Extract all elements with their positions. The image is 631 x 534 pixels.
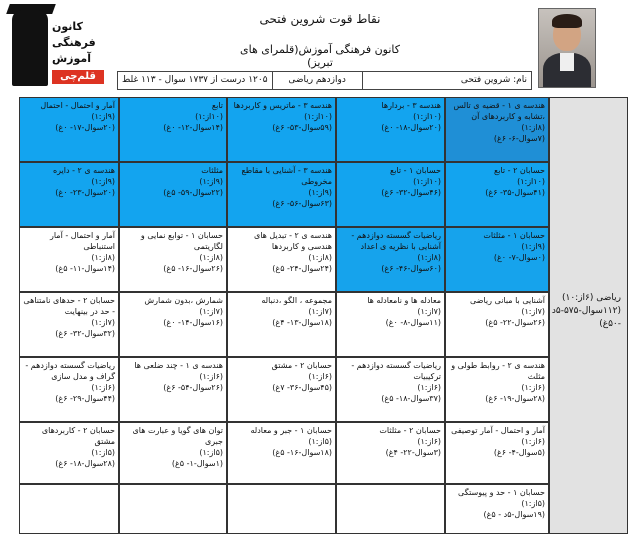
topic-score: (۱۴سوال-۱۱- ۵غ) xyxy=(55,264,115,273)
topic-cell xyxy=(445,292,549,357)
topic-rank: (۹از:۱) xyxy=(91,177,115,186)
topic-name: مجموعه ، الگو ،دنباله xyxy=(261,296,332,305)
topic-name: تابع xyxy=(211,101,223,110)
topic-name: حسابان ۱ - جبر و معادله xyxy=(250,426,332,435)
topic-rank: (۱۰از:۱) xyxy=(413,177,441,186)
topic-score: (۳۲سوال-۳۲- ۶غ) xyxy=(55,329,115,338)
topic-rank: (۵از:۱) xyxy=(521,499,545,508)
topic-score: (۲۴سوال-۲۴- ۵غ) xyxy=(272,264,332,273)
topic-rank: (۶از:۱) xyxy=(91,383,115,392)
logo-line-2: فرهنگی xyxy=(52,36,96,49)
topic-cell xyxy=(19,357,119,422)
topic-rank: (۸از:۱) xyxy=(521,123,545,132)
topic-cell xyxy=(445,227,549,292)
topic-cell xyxy=(227,422,336,484)
topic-rank: (۱۰از:۱) xyxy=(517,177,545,186)
topic-score: (۴۴سوال-۲۹- ۶غ) xyxy=(55,394,115,403)
topic-cell xyxy=(336,422,445,484)
topic-name: هندسه ی ۲ - تبدیل های هندسی و کاربردها xyxy=(253,231,332,251)
topic-name: حسابان ۲ - کاربردهای مشتق xyxy=(41,426,115,446)
topic-name: مثلثات xyxy=(201,166,223,175)
topic-name: هندسه ۳ - آشنایی با مقاطع مخروطی xyxy=(241,166,332,186)
topic-name: هندسه ۳ - بردارها xyxy=(381,101,441,110)
topic-name: هندسه ی ۲ - دایره xyxy=(52,166,115,175)
topic-score: (۲۶سوال-۵۴- ۶غ) xyxy=(163,383,223,392)
topic-name: آمار و احتمال - آمار توصیفی xyxy=(451,426,545,435)
topic-score: (۲۲سوال-۵۹- ۵غ) xyxy=(163,188,223,197)
topic-score: (۱۶سوال-۱۴- ۰غ) xyxy=(163,318,223,327)
topic-cell xyxy=(227,484,336,534)
topic-score: (۱سوال-۱- ۵غ) xyxy=(171,459,223,468)
topic-score: (۱۹سوال-۵د - ۵غ) xyxy=(483,510,545,519)
topic-cell xyxy=(119,162,227,227)
topic-name: شمارش ،بدون شمارش xyxy=(144,296,223,305)
topic-rank: (۵از:۱) xyxy=(308,437,332,446)
topic-cell xyxy=(227,357,336,422)
topic-cell xyxy=(445,484,549,534)
topic-name: حسابان ۲ - مشتق xyxy=(271,361,332,370)
topic-rank: (۶از:۱) xyxy=(199,372,223,381)
topic-cell xyxy=(227,292,336,357)
topic-score: (۲۶سوال-۱۶- ۵غ) xyxy=(163,264,223,273)
topic-cell xyxy=(19,484,119,534)
topic-cell xyxy=(336,357,445,422)
topic-cell xyxy=(227,227,336,292)
topic-name: آمار و احتمال - آمار استنباطی xyxy=(50,231,115,251)
subject-label: ریاضی (۶از:۱۰) (۱۱۲سوال-۵۷۵-۵د -۵۰غ) xyxy=(551,293,621,329)
topic-score: (۱۴سوال-۱۲- ۰غ) xyxy=(163,123,223,132)
topic-name: حسابان ۱ - تابع xyxy=(389,166,441,175)
student-stats: ۱۲۰۵ درست از ۱۷۳۷ سوال - ۱۱۳ غلط xyxy=(122,75,268,85)
report-title: نقاط قوت شروین فتحی xyxy=(259,12,381,26)
topic-score: (۶۰سوال-۴۶- ۶غ) xyxy=(381,264,441,273)
topic-score: (۴۱سوال-۳۵- ۶غ) xyxy=(485,188,545,197)
topic-cell xyxy=(119,292,227,357)
topic-score: (۲۰سوال-۱۷- ۰غ) xyxy=(55,123,115,132)
topic-cell xyxy=(119,97,227,162)
topic-score: (۲۰سوال-۲۳- ۰غ) xyxy=(55,188,115,197)
topic-rank: (۶از:۱) xyxy=(521,437,545,446)
topic-score: (۲۶سوال-۲۲- ۵غ) xyxy=(485,318,545,327)
topic-score: (۶۳سوال-۵۶- ۶غ) xyxy=(272,199,332,208)
student-name: نام: شروین فتحی xyxy=(362,72,531,89)
topic-score: (۴۵سوال-۳۶- ۷غ) xyxy=(272,383,332,392)
topic-cell xyxy=(119,422,227,484)
topic-rank: (۹از:۱) xyxy=(521,242,545,251)
topic-rank: (۹از:۱) xyxy=(91,112,115,121)
topic-score: (۵۹سوال-۵۳- ۶غ) xyxy=(272,123,332,132)
subject-label-cell xyxy=(549,97,628,534)
institute-name: کانون فرهنگی آموزش(قلمرای های تبریز) xyxy=(239,43,400,69)
report-header xyxy=(0,0,631,96)
topic-cell xyxy=(445,162,549,227)
topic-cell xyxy=(336,292,445,357)
topic-name: حسابان ۲ - مثلثات xyxy=(379,426,441,435)
student-grade: دوازدهم ریاضی xyxy=(272,72,362,89)
topic-name: حسابان ۱ - مثلثات xyxy=(483,231,545,240)
topic-cell xyxy=(336,484,445,534)
topic-cell xyxy=(227,97,336,162)
topic-cell xyxy=(19,292,119,357)
topic-score: (۱۸سوال-۱۶- ۵غ) xyxy=(272,448,332,457)
logo-badge: قلم‌چی xyxy=(52,70,104,84)
topic-name: آشنایی با مبانی ریاضی xyxy=(470,296,545,305)
topic-rank: (۸از:۱) xyxy=(417,253,441,262)
topic-rank: (۶از:۱) xyxy=(417,383,441,392)
topic-cell xyxy=(19,422,119,484)
topic-rank: (۶از:۱) xyxy=(417,437,441,446)
topic-rank: (۶از:۱) xyxy=(521,383,545,392)
topic-name: هندسه ی ۲ - روابط طولی و مثلث xyxy=(451,361,545,381)
topic-name: آمار و احتمال - احتمال xyxy=(40,101,115,110)
topic-rank: (۷از:۱) xyxy=(417,307,441,316)
topic-name: ریاضیات گسسته دوازدهم - ترکیبیات xyxy=(351,361,441,381)
topic-rank: (۱۰از:۱) xyxy=(195,112,223,121)
topic-rank: (۹از:۱) xyxy=(199,177,223,186)
topic-rank: (۶از:۱) xyxy=(308,372,332,381)
topic-score: (۱۱سوال-۸- ۰غ) xyxy=(385,318,441,327)
topic-rank: (۵از:۱) xyxy=(91,448,115,457)
topic-name: ریاضیات گسسته دوازدهم - آشنایی با نظریه ی اعداد xyxy=(351,231,441,251)
strengths-grid xyxy=(19,97,628,534)
topic-name: حسابان ۱ - حد و پیوستگی xyxy=(458,488,545,497)
topic-score: (۷سوال-۶- ۶غ) xyxy=(493,134,545,143)
topic-cell xyxy=(445,97,549,162)
logo-line-3: آموزش xyxy=(52,52,91,65)
topic-rank: (۷از:۱) xyxy=(199,307,223,316)
topic-cell xyxy=(336,227,445,292)
topic-rank: (۷از:۱) xyxy=(521,307,545,316)
topic-cell xyxy=(336,97,445,162)
topic-score: (۲۸سوال-۱۸- ۶غ) xyxy=(55,459,115,468)
topic-name: حسابان ۲ - تابع xyxy=(493,166,545,175)
topic-cell xyxy=(119,357,227,422)
topic-rank: (۸از:۱) xyxy=(308,253,332,262)
topic-name: هندسه ی ۱ - قضیه ی تالس ،تشابه و کاربردهای آن xyxy=(453,101,545,121)
topic-rank: (۷از:۱) xyxy=(308,307,332,316)
topic-cell xyxy=(19,227,119,292)
topic-rank: (۸از:۱) xyxy=(199,253,223,262)
topic-rank: (۵از:۱) xyxy=(199,448,223,457)
topic-rank: (۱۰از:۱) xyxy=(413,112,441,121)
topic-cell xyxy=(445,357,549,422)
topic-cell xyxy=(119,227,227,292)
topic-score: (۱۸سوال-۱۳- ۴غ) xyxy=(272,318,332,327)
topic-name: معادله ها و نامعادله ها xyxy=(367,296,441,305)
topic-rank: (۸از:۱) xyxy=(91,253,115,262)
topic-cell xyxy=(119,484,227,534)
topic-name: ریاضیات گسسته دوازدهم - گراف و مدل سازی xyxy=(25,361,115,381)
topic-name: حسابان ۱ - توابع نمایی و لگاریتمی xyxy=(140,231,223,251)
student-info-bar xyxy=(117,71,532,90)
topic-score: (۳۷سوال-۱۸- ۵غ) xyxy=(381,394,441,403)
topic-cell xyxy=(336,162,445,227)
topic-score: (۵سوال-۴- ۶غ) xyxy=(493,448,545,457)
topic-rank: (۱۰از:۱) xyxy=(304,112,332,121)
topic-name: هندسه ۳ - ماتریس و کاربردها xyxy=(233,101,332,110)
topic-name: حسابان ۲ - حدهای نامتناهی - حد در بینهایت xyxy=(23,296,115,316)
topic-rank: (۷از:۱) xyxy=(91,318,115,327)
logo-line-1: کانون xyxy=(52,20,83,33)
topic-rank: (۹از:۱) xyxy=(308,188,332,197)
topic-score: (۲۰سوال-۱۸- ۰غ) xyxy=(381,123,441,132)
student-photo xyxy=(538,8,596,88)
topic-name: توان های گویا و عبارت های جبری xyxy=(132,426,223,446)
graduate-figure-icon xyxy=(12,10,48,86)
topic-cell xyxy=(19,97,119,162)
topic-cell xyxy=(445,422,549,484)
kanoon-logo xyxy=(8,2,118,90)
topic-score: (۰سوال-۷- ۰غ) xyxy=(493,253,545,262)
topic-score: (۳سوال-۲۲- ۴غ) xyxy=(385,448,441,457)
topic-name: هندسه ی ۱ - چند ضلعی ها xyxy=(134,361,223,370)
topic-score: (۲۸سوال-۱۹- ۶غ) xyxy=(485,394,545,403)
topic-score: (۴۶سوال-۳۲- ۶غ) xyxy=(381,188,441,197)
topic-cell xyxy=(19,162,119,227)
topic-cell xyxy=(227,162,336,227)
